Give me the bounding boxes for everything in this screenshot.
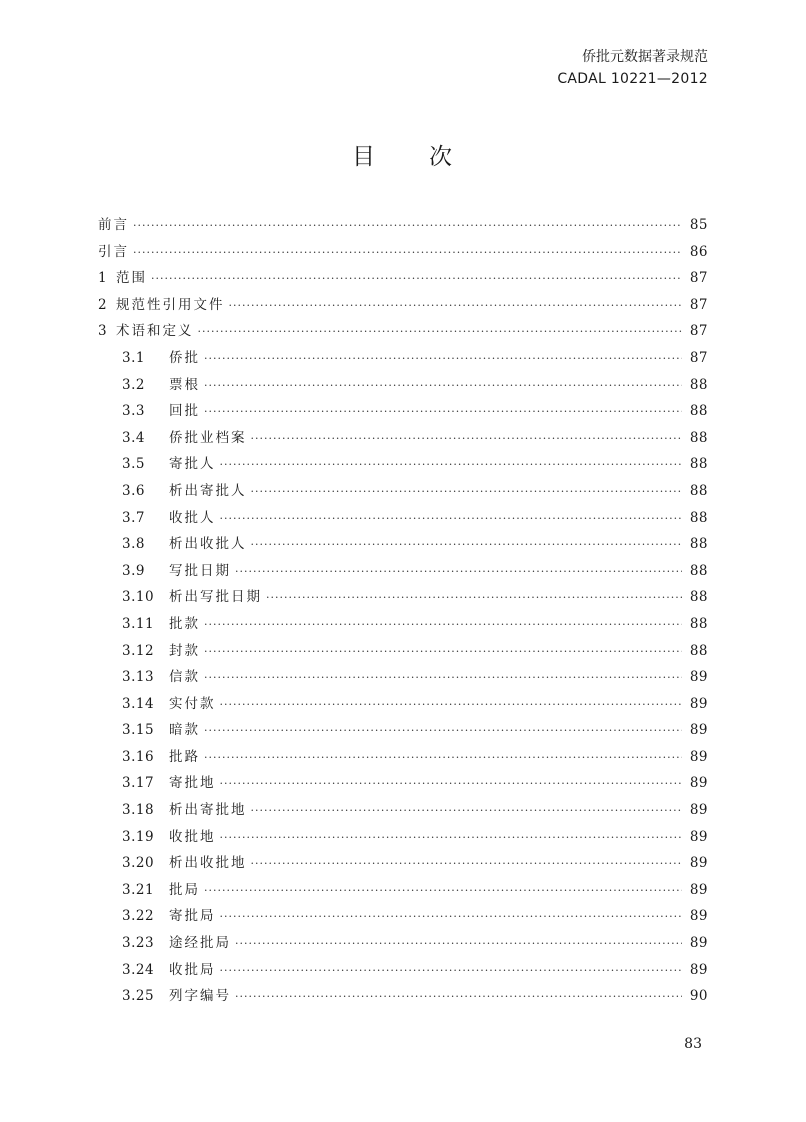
toc-entry-label: 规范性引用文件 [116, 296, 225, 313]
toc-entry-page: 88 [689, 482, 708, 499]
toc-entry-label: 收批人 [169, 509, 216, 526]
toc-entry-number: 3.23 [122, 935, 155, 952]
dot-leader [220, 825, 683, 852]
dot-leader [204, 399, 682, 426]
toc-entry-page: 89 [689, 748, 708, 765]
toc-entry-label: 寄批人 [169, 456, 216, 473]
dot-leader [251, 798, 683, 825]
toc-entry-label: 收批地 [169, 828, 216, 845]
toc-entry-page: 89 [689, 881, 708, 898]
toc-entry-label: 批局 [169, 881, 200, 898]
toc-entry-label: 引言 [98, 243, 129, 260]
dot-leader [235, 984, 682, 1011]
dot-leader [220, 452, 683, 479]
toc-entry-number: 3.14 [122, 695, 155, 712]
toc-entry-number: 3.24 [122, 961, 155, 978]
toc-entry-number: 3.8 [122, 536, 145, 553]
toc-entry[interactable] [98, 824, 708, 851]
toc-entry-page: 88 [689, 509, 708, 526]
toc-entry-number: 3.19 [122, 828, 155, 845]
toc-entry-label: 信款 [169, 669, 200, 686]
toc-entry[interactable] [98, 797, 708, 824]
toc-entry-number: 3.16 [122, 748, 155, 765]
toc-entry-label: 析出写批日期 [169, 589, 262, 606]
dot-leader [204, 639, 682, 666]
dot-leader [229, 293, 683, 320]
dot-leader [204, 745, 682, 772]
toc-entry-page: 88 [689, 536, 708, 553]
dot-leader [251, 479, 683, 506]
toc-entry-label: 写批日期 [169, 562, 231, 579]
toc-entry[interactable] [98, 717, 708, 744]
dot-leader [204, 612, 682, 639]
toc-entry-number: 3.9 [122, 562, 145, 579]
toc-entry-label: 析出寄批人 [169, 482, 247, 499]
toc-entry[interactable] [98, 558, 708, 585]
toc-entry[interactable] [98, 398, 708, 425]
dot-leader [204, 878, 682, 905]
toc-entry[interactable] [98, 930, 708, 957]
dot-leader [198, 319, 683, 346]
standard-title: 侨批元数据著录规范 [582, 49, 708, 65]
toc-entry-number: 3.5 [122, 456, 145, 473]
toc-entry[interactable] [98, 611, 708, 638]
toc-entry-page: 89 [689, 855, 708, 872]
toc-entry-label: 析出收批人 [169, 536, 247, 553]
dot-leader [133, 240, 682, 267]
dot-leader [235, 931, 682, 958]
toc-entry-label: 回批 [169, 403, 200, 420]
toc-entry-page: 88 [689, 589, 708, 606]
toc-entry-number: 3.3 [122, 403, 145, 420]
dot-leader [266, 585, 682, 612]
dot-leader [220, 904, 683, 931]
toc-entry[interactable] [98, 265, 708, 292]
toc-entry-label: 途经批局 [169, 935, 231, 952]
toc-entry[interactable] [98, 478, 708, 505]
toc-entry-page: 89 [689, 722, 708, 739]
dot-leader [151, 266, 682, 293]
toc-entry-number: 3.21 [122, 881, 155, 898]
standard-code: CADAL 10221—2012 [557, 71, 708, 87]
toc-entry-page: 86 [689, 243, 708, 260]
toc-entry-label: 侨批 [169, 349, 200, 366]
toc-entry-label: 实付款 [169, 695, 216, 712]
toc-entry[interactable] [98, 345, 708, 372]
table-of-contents [98, 212, 708, 1010]
toc-entry-label: 寄批局 [169, 908, 216, 925]
toc-entry[interactable] [98, 505, 708, 532]
toc-entry[interactable] [98, 584, 708, 611]
dot-leader [220, 958, 683, 985]
toc-entry[interactable] [98, 770, 708, 797]
toc-entry[interactable] [98, 691, 708, 718]
toc-entry-number: 3.13 [122, 669, 155, 686]
dot-leader [133, 213, 682, 240]
toc-entry-number: 3.4 [122, 429, 145, 446]
toc-entry-label: 收批局 [169, 961, 216, 978]
toc-entry-number: 3.2 [122, 376, 145, 393]
toc-entry-page: 89 [689, 961, 708, 978]
page-title [0, 138, 806, 171]
toc-entry[interactable] [98, 531, 708, 558]
dot-leader [220, 771, 683, 798]
toc-entry-label: 术语和定义 [116, 323, 194, 340]
dot-leader [251, 851, 683, 878]
title-char-1: 目 [352, 144, 377, 170]
toc-entry[interactable] [98, 664, 708, 691]
toc-entry-label: 析出寄批地 [169, 802, 247, 819]
dot-leader [235, 559, 682, 586]
dot-leader [204, 718, 682, 745]
dot-leader [251, 532, 683, 559]
toc-entry-page: 88 [689, 562, 708, 579]
toc-entry-label: 批路 [169, 748, 200, 765]
toc-entry[interactable] [98, 903, 708, 930]
toc-entry-number: 3.17 [122, 775, 155, 792]
dot-leader [220, 692, 683, 719]
toc-entry-page: 89 [689, 802, 708, 819]
toc-entry-label: 封款 [169, 642, 200, 659]
toc-entry-page: 87 [689, 296, 708, 313]
title-char-2: 次 [429, 144, 454, 170]
dot-leader [204, 346, 682, 373]
running-header [557, 46, 708, 90]
dot-leader [220, 506, 683, 533]
toc-entry-number: 3.7 [122, 509, 145, 526]
toc-entry-label: 票根 [169, 376, 200, 393]
toc-entry-number: 3.15 [122, 722, 155, 739]
toc-entry-number: 3.20 [122, 855, 155, 872]
toc-entry[interactable] [98, 212, 708, 239]
toc-entry-number: 1 [98, 270, 107, 287]
toc-entry-page: 88 [689, 642, 708, 659]
dot-leader [204, 373, 682, 400]
toc-entry[interactable] [98, 638, 708, 665]
toc-entry-page: 89 [689, 935, 708, 952]
toc-entry-number: 3.22 [122, 908, 155, 925]
toc-entry-number: 3.11 [122, 615, 155, 632]
toc-entry-label: 析出收批地 [169, 855, 247, 872]
toc-entry-label: 寄批地 [169, 775, 216, 792]
toc-entry-page: 85 [689, 217, 708, 233]
toc-entry-number: 3.12 [122, 642, 155, 659]
toc-entry-number: 2 [98, 296, 107, 313]
toc-entry[interactable] [98, 318, 708, 345]
toc-entry[interactable] [98, 372, 708, 399]
toc-entry-number: 3.10 [122, 589, 155, 606]
toc-entry-number: 3.18 [122, 802, 155, 819]
toc-entry[interactable] [98, 744, 708, 771]
toc-entry-page: 87 [689, 349, 708, 366]
toc-entry-page: 89 [689, 775, 708, 792]
toc-entry-page: 89 [689, 828, 708, 845]
toc-entry-number: 3 [98, 323, 107, 340]
toc-entry[interactable] [98, 239, 708, 266]
toc-entry-label: 前言 [98, 217, 129, 233]
toc-entry-page: 88 [689, 615, 708, 632]
toc-entry[interactable] [98, 850, 708, 877]
toc-entry-label: 批款 [169, 615, 200, 632]
toc-entry[interactable] [98, 877, 708, 904]
toc-entry-page: 89 [689, 908, 708, 925]
toc-entry-label: 列字编号 [169, 988, 231, 1005]
toc-entry[interactable] [98, 983, 708, 1010]
toc-entry-page: 88 [689, 456, 708, 473]
dot-leader [251, 426, 683, 453]
toc-entry-number: 3.25 [122, 988, 155, 1005]
toc-entry-page: 89 [689, 669, 708, 686]
toc-entry-label: 范围 [116, 270, 147, 287]
toc-entry-page: 87 [689, 323, 708, 340]
toc-entry-number: 3.1 [122, 349, 145, 366]
toc-entry-page: 88 [689, 429, 708, 446]
toc-entry[interactable] [98, 292, 708, 319]
toc-entry-number: 3.6 [122, 482, 145, 499]
toc-entry-page: 90 [689, 988, 708, 1005]
page-number: 83 [684, 1036, 702, 1052]
toc-entry-page: 88 [689, 376, 708, 393]
toc-entry[interactable] [98, 957, 708, 984]
toc-entry-page: 87 [689, 270, 708, 287]
toc-entry-page: 88 [689, 403, 708, 420]
toc-entry-page: 89 [689, 695, 708, 712]
toc-entry[interactable] [98, 451, 708, 478]
dot-leader [204, 665, 682, 692]
toc-entry-label: 暗款 [169, 722, 200, 739]
toc-entry[interactable] [98, 425, 708, 452]
toc-entry-label: 侨批业档案 [169, 429, 247, 446]
